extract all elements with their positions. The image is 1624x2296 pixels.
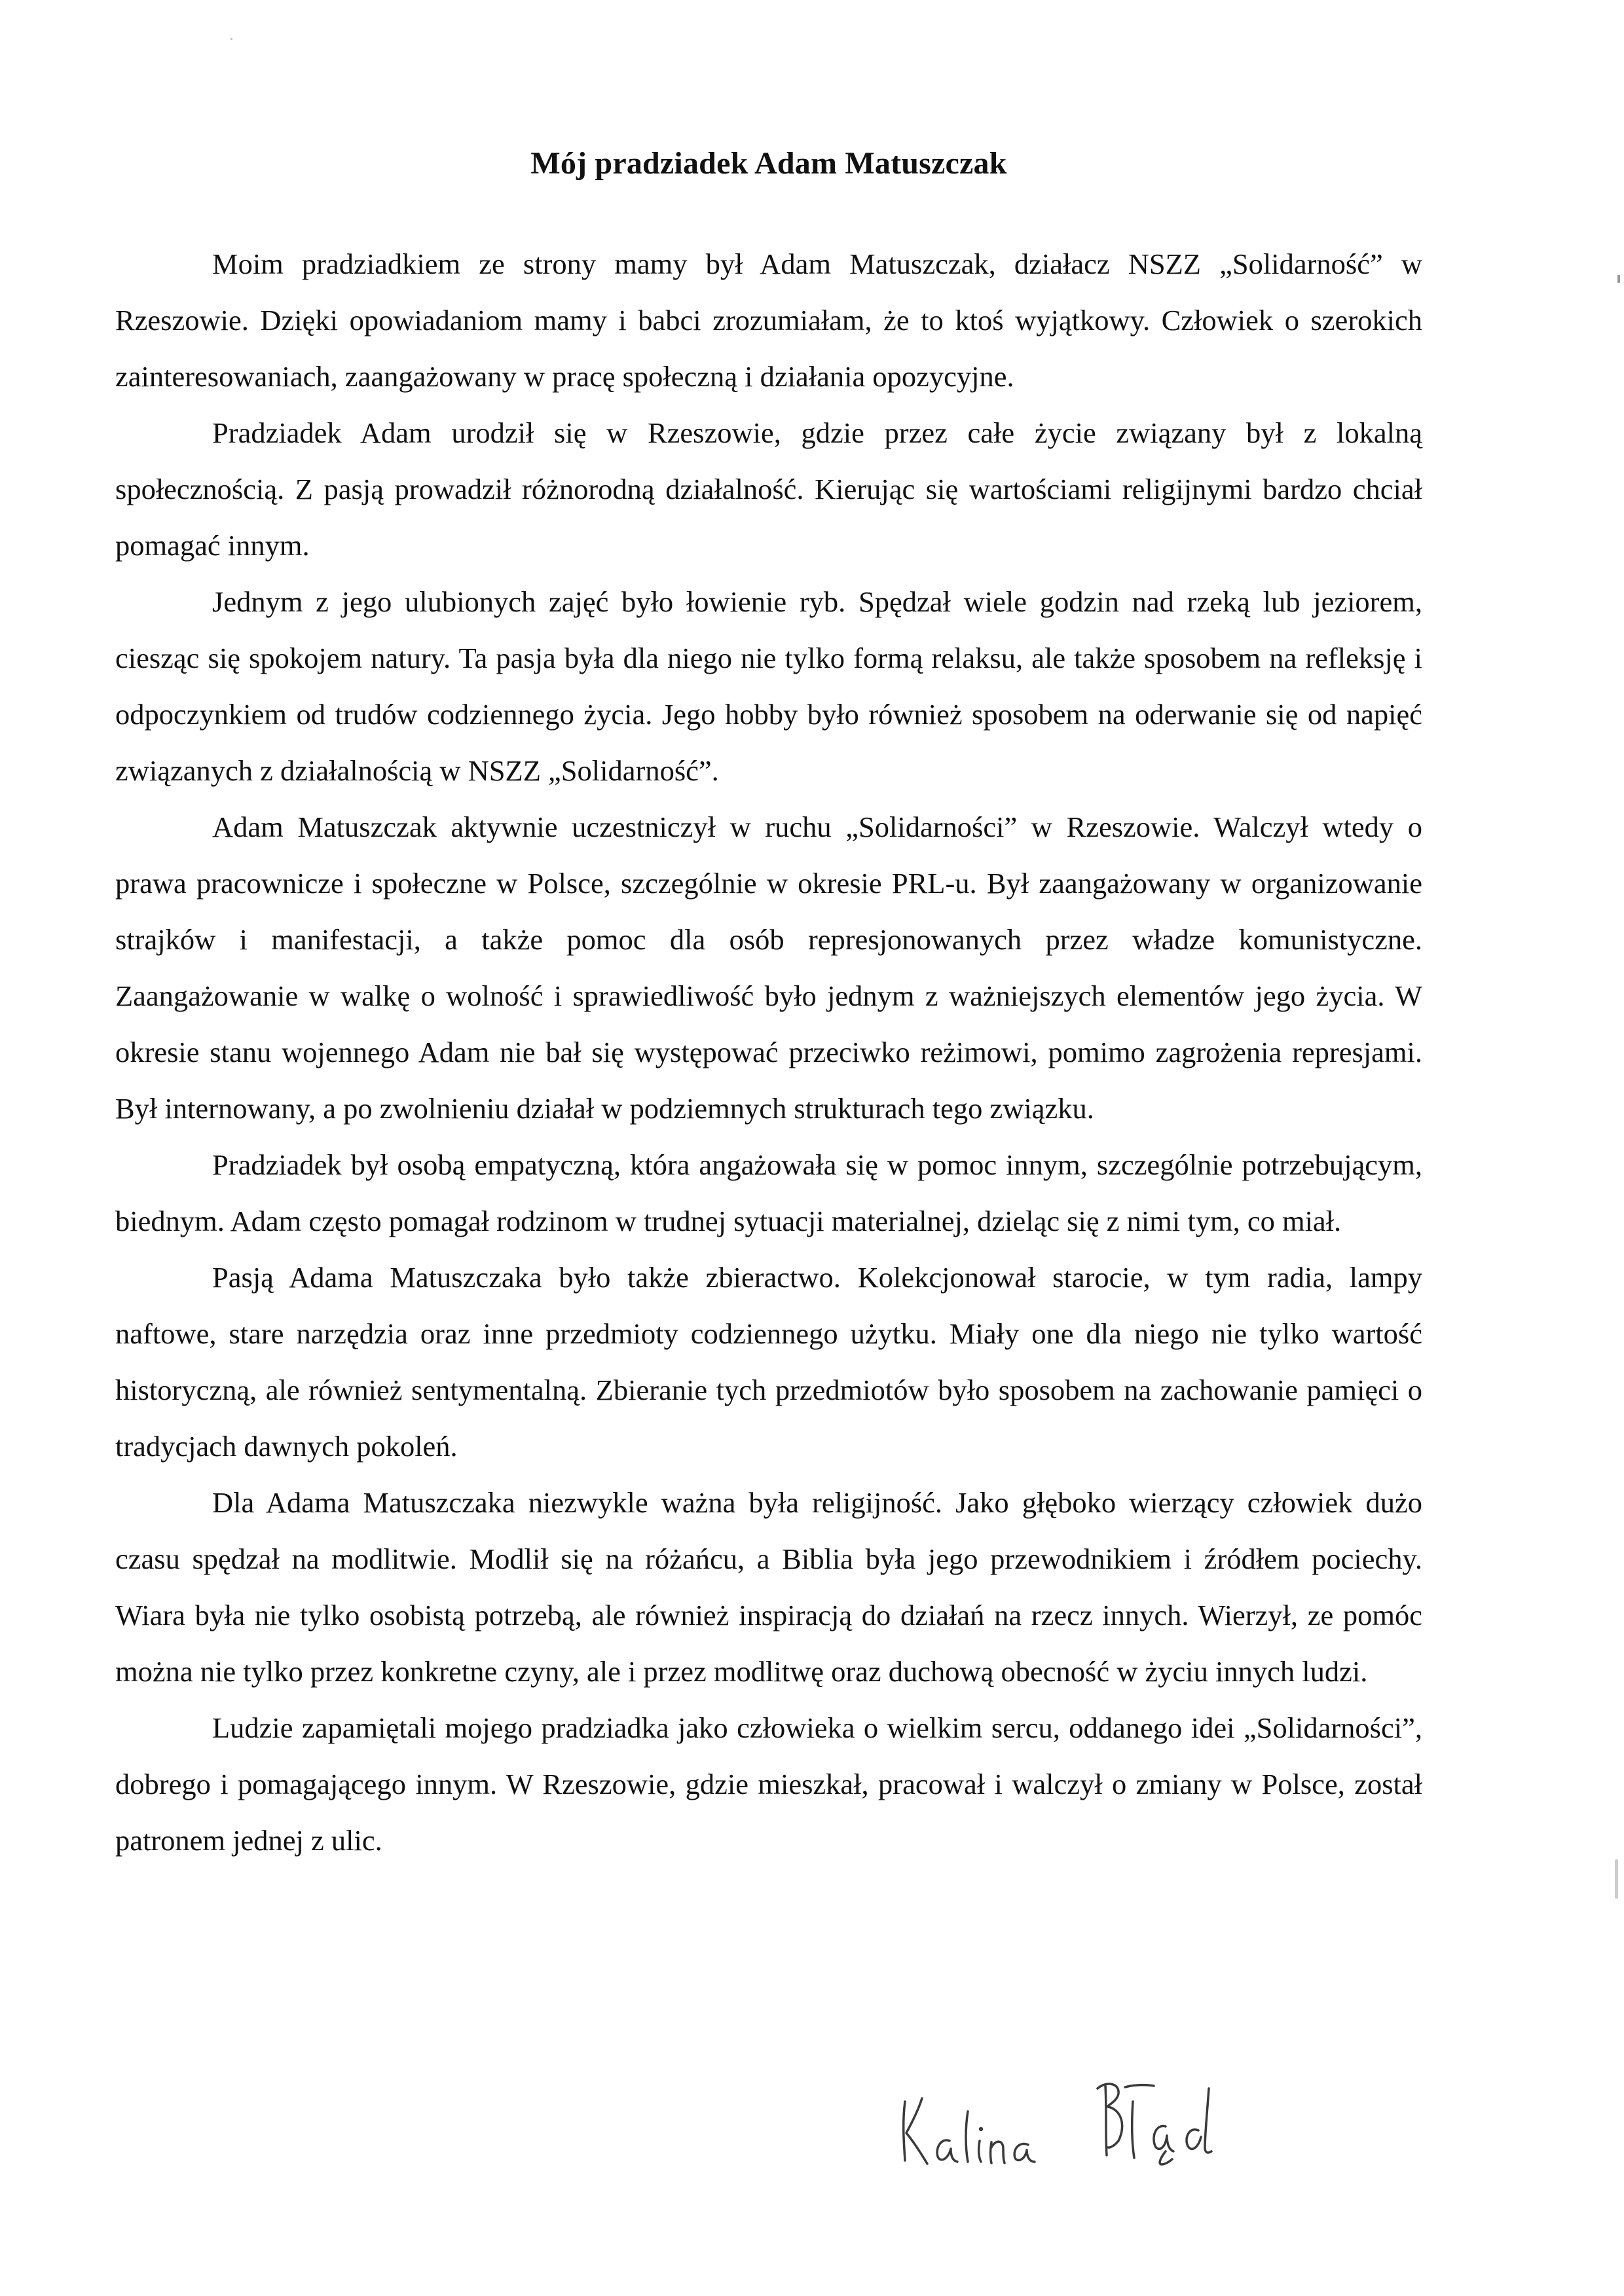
scan-speck bbox=[231, 38, 232, 40]
document-title: Mój pradziadek Adam Matuszczak bbox=[530, 146, 1007, 181]
paragraph-2: Pradziadek Adam urodził się w Rzeszowie, gdzie przez całe życie związany był z lokalną społecznością. Z pasją prowadził różnorodną działalność. Kierując się wartościami religijnymi bardzo chciał pomagać innym. bbox=[115, 416, 1422, 562]
paragraph-5: Pradziadek był osobą empatyczną, która angażowała się w pomoc innym, szczególnie potrzebującym, biednym. Adam często pomagał rodzinom w trudnej sytuacji materialnej, dzieląc się z nimi tym, co miał. bbox=[115, 1148, 1422, 1237]
paragraph-3: Jednym z jego ulubionych zajęć było łowienie ryb. Spędzał wiele godzin nad rzeką lub jeziorem, ciesząc się spokojem natury. Ta pasja była dla niego nie tylko formą relaksu, ale także sposobem na refleksję i odpoczynkiem od trudów codziennego życia. Jego hobby było również sposobem na oderwanie się od napięć związanych z działalnością w NSZZ „Solidarność”. bbox=[115, 585, 1422, 787]
signature-drawing bbox=[897, 2075, 1356, 2167]
scan-speck bbox=[1615, 1859, 1618, 1899]
document-body bbox=[115, 236, 1422, 1868]
handwritten-signature bbox=[897, 2075, 1356, 2167]
paragraph-6: Pasją Adama Matuszczaka było także zbieractwo. Kolekcjonował starocie, w tym radia, lampy naftowe, stare narzędzia oraz inne przedmioty codziennego użytku. Miały one dla niego nie tylko wartość historyczną, ale również sentymentalną. Zbieranie tych przedmiotów było sposobem na zachowanie pamięci o tradycjach dawnych pokoleń. bbox=[115, 1261, 1422, 1463]
paragraph-1: Moim pradziadkiem ze strony mamy był Adam Matuszczak, działacz NSZZ „Solidarność” w Rzeszowie. Dzięki opowiadaniom mamy i babci zrozumiałam, że to ktoś wyjątkowy. Człowiek o szerokich zainteresowaniach, zaangażowany w pracę społeczną i działania opozycyjne. bbox=[115, 247, 1422, 393]
paragraph-4: Adam Matuszczak aktywnie uczestniczył w ruchu „Solidarności” w Rzeszowie. Walczył wtedy o prawa pracownicze i społeczne w Polsce, szczególnie w okresie PRL-u. Był zaangażowany w organizowanie strajków i manifestacji, a także pomoc dla osób represjonowanych przez władze komunistyczne. Zaangażowanie w walkę o wolność i sprawiedliwość było jednym z ważniejszych elementów jego życia. W okresie stanu wojennego Adam nie bał się występować przeciwko reżimowi, pomimo zagrożenia represjami. Był internowany, a po zwolnieniu działał w podziemnych strukturach tego związku. bbox=[115, 811, 1422, 1125]
scan-speck bbox=[1617, 275, 1620, 283]
paragraph-7: Dla Adama Matuszczaka niezwykle ważna była religijność. Jako głęboko wierzący człowiek dużo czasu spędzał na modlitwie. Modlił się na różańcu, a Biblia była jego przewodnikiem i źródłem pociechy. Wiara była nie tylko osobistą potrzebą, ale również inspiracją do działań na rzecz innych. Wierzył, ze pomóc można nie tylko przez konkretne czyny, ale i przez modlitwę oraz duchową obecność w życiu innych ludzi. bbox=[115, 1486, 1422, 1688]
paragraph-8: Ludzie zapamiętali mojego pradziadka jako człowieka o wielkim sercu, oddanego idei „Solidarności”, dobrego i pomagającego innym. W Rzeszowie, gdzie mieszkał, pracował i walczył o zmiany w Polsce, został patronem jednej z ulic. bbox=[115, 1711, 1422, 1857]
